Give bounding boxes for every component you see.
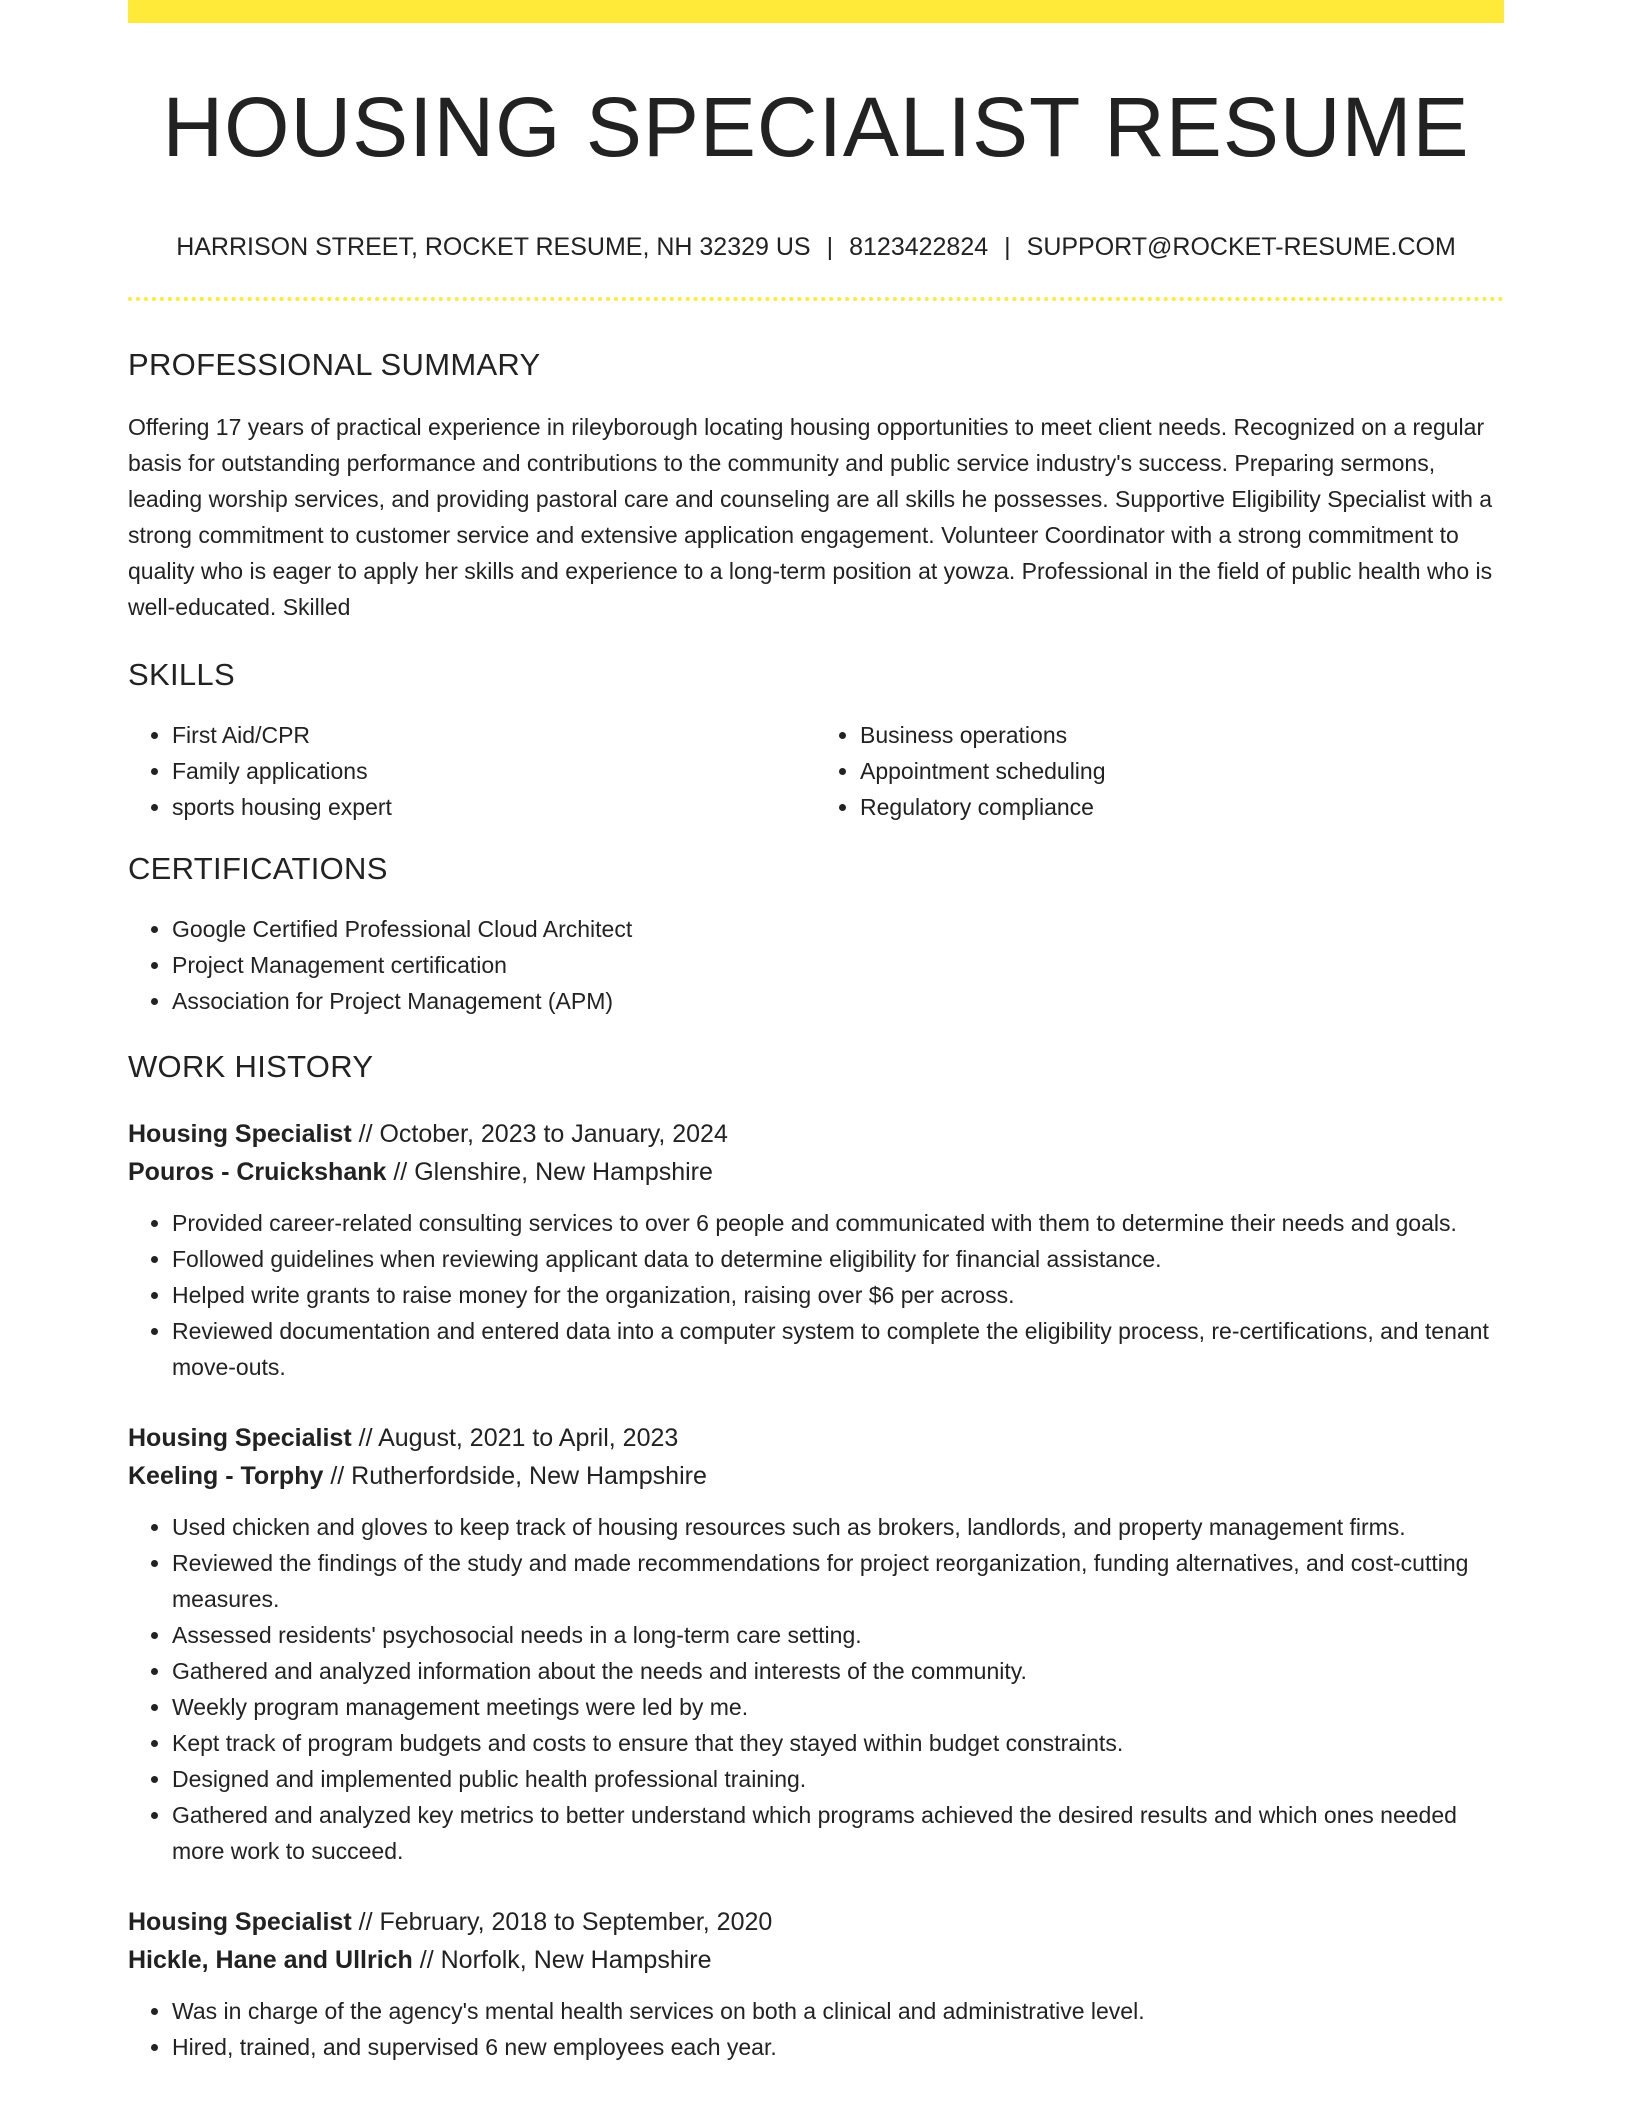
job-bullet: • Reviewed the findings of the study and made recommendations for project reorganization, funding alternatives, and cost-cutting measures. — [172, 1545, 1504, 1617]
skill-item: • sports housing expert — [172, 789, 816, 825]
job-title: Housing Specialist — [128, 1908, 352, 1936]
job-bullet: • Gathered and analyzed key metrics to better understand which programs achieved the desired results and which ones needed more work to succeed. — [172, 1797, 1504, 1869]
contact-email: SUPPORT@ROCKET-RESUME.COM — [1026, 233, 1456, 261]
certification-item: • Association for Project Management (APM) — [172, 983, 1504, 1019]
job-title: Housing Specialist — [128, 1424, 352, 1452]
job-entry — [128, 1903, 1504, 2065]
skills-list-left — [128, 717, 816, 825]
skills-section — [128, 655, 1504, 825]
job-location: // Norfolk, New Hampshire — [412, 1946, 712, 1974]
job-dates: // August, 2021 to April, 2023 — [351, 1424, 679, 1452]
skills-grid — [128, 717, 1504, 825]
job-dates: // February, 2018 to September, 2020 — [351, 1908, 773, 1936]
job-bullet: • Designed and implemented public health professional training. — [172, 1761, 1504, 1797]
skills-heading: SKILLS — [128, 657, 235, 692]
job-bullet: • Kept track of program budgets and costs to ensure that they stayed within budget constraints. — [172, 1725, 1504, 1761]
skill-item: • Regulatory compliance — [860, 789, 1504, 825]
certifications-section — [128, 849, 1504, 1019]
job-bullet: • Assessed residents' psychosocial needs in a long-term care setting. — [172, 1617, 1504, 1653]
contact-separator: | — [826, 233, 834, 261]
job-company: Keeling - Torphy — [128, 1462, 324, 1490]
job-bullet: • Gathered and analyzed information about the needs and interests of the community. — [172, 1653, 1504, 1689]
job-bullet: • Reviewed documentation and entered data into a computer system to complete the eligibility process, re-certifications, and tenant move-outs. — [172, 1313, 1504, 1385]
job-company-line — [128, 1457, 1504, 1495]
certification-item: • Google Certified Professional Cloud Architect — [172, 911, 1504, 947]
job-location: // Glenshire, New Hampshire — [386, 1158, 713, 1186]
job-bullet: • Followed guidelines when reviewing applicant data to determine eligibility for financial assistance. — [172, 1241, 1504, 1277]
job-bullet: • Provided career-related consulting services to over 6 people and communicated with them to determine their needs and goals. — [172, 1205, 1504, 1241]
skill-item: • Family applications — [172, 753, 816, 789]
top-accent-bar — [128, 0, 1504, 23]
job-title-line — [128, 1419, 1504, 1457]
job-title-line — [128, 1115, 1504, 1153]
skill-item: • Appointment scheduling — [860, 753, 1504, 789]
job-bullet: • Helped write grants to raise money for the organization, raising over $6 per across. — [172, 1277, 1504, 1313]
contact-address: HARRISON STREET, ROCKET RESUME, NH 32329 US — [176, 233, 811, 261]
job-title-line — [128, 1903, 1504, 1941]
work-history-section — [128, 1047, 1504, 2065]
job-bullets — [128, 1993, 1504, 2065]
summary-section — [128, 345, 1504, 625]
skills-list-right — [816, 717, 1504, 825]
job-entry — [128, 1115, 1504, 1385]
job-bullet: • Used chicken and gloves to keep track of housing resources such as brokers, landlords, and property management firms. — [172, 1509, 1504, 1545]
contact-separator: | — [1004, 233, 1011, 261]
certifications-heading: CERTIFICATIONS — [128, 851, 388, 886]
certification-item: • Project Management certification — [172, 947, 1504, 983]
job-company-line — [128, 1941, 1504, 1979]
job-location: // Rutherfordside, New Hampshire — [323, 1462, 707, 1490]
certifications-list — [128, 911, 1504, 1019]
skill-item: • First Aid/CPR — [172, 717, 816, 753]
job-bullet: • Hired, trained, and supervised 6 new employees each year. — [172, 2029, 1504, 2065]
job-dates: // October, 2023 to January, 2024 — [351, 1120, 728, 1148]
job-bullets — [128, 1509, 1504, 1869]
job-company: Hickle, Hane and Ullrich — [128, 1946, 413, 1974]
job-company: Pouros - Cruickshank — [128, 1158, 387, 1186]
header-divider — [128, 297, 1504, 301]
summary-text: Offering 17 years of practical experience in rileyborough locating housing opportunities to meet client needs. Recognized on a regular basis for outstanding performance and contributions to the community and public service industry's success. Preparing sermons, leading worship services, and providing pastoral care and counseling are all skills he possesses. Supportive Eligibility Specialist with a strong commitment to customer service and extensive application engagement. Volunteer Coordinator with a strong commitment to quality who is eager to apply her skills and experience to a long-term position at yowza. Professional in the field of public health who is well-educated. Skilled — [128, 414, 1493, 620]
job-company-line — [128, 1153, 1504, 1191]
work-history-heading: WORK HISTORY — [128, 1049, 374, 1084]
contact-phone: 8123422824 — [849, 233, 989, 261]
job-bullets — [128, 1205, 1504, 1385]
skill-item: • Business operations — [860, 717, 1504, 753]
summary-heading: PROFESSIONAL SUMMARY — [128, 347, 541, 382]
job-bullet: • Was in charge of the agency's mental health services on both a clinical and administrative level. — [172, 1993, 1504, 2029]
job-bullet: • Weekly program management meetings were led by me. — [172, 1689, 1504, 1725]
resume-title: HOUSING SPECIALIST RESUME — [162, 80, 1470, 174]
contact-line — [128, 231, 1504, 263]
resume-page — [128, 0, 1504, 2065]
job-entry — [128, 1419, 1504, 1869]
job-title: Housing Specialist — [128, 1120, 352, 1148]
